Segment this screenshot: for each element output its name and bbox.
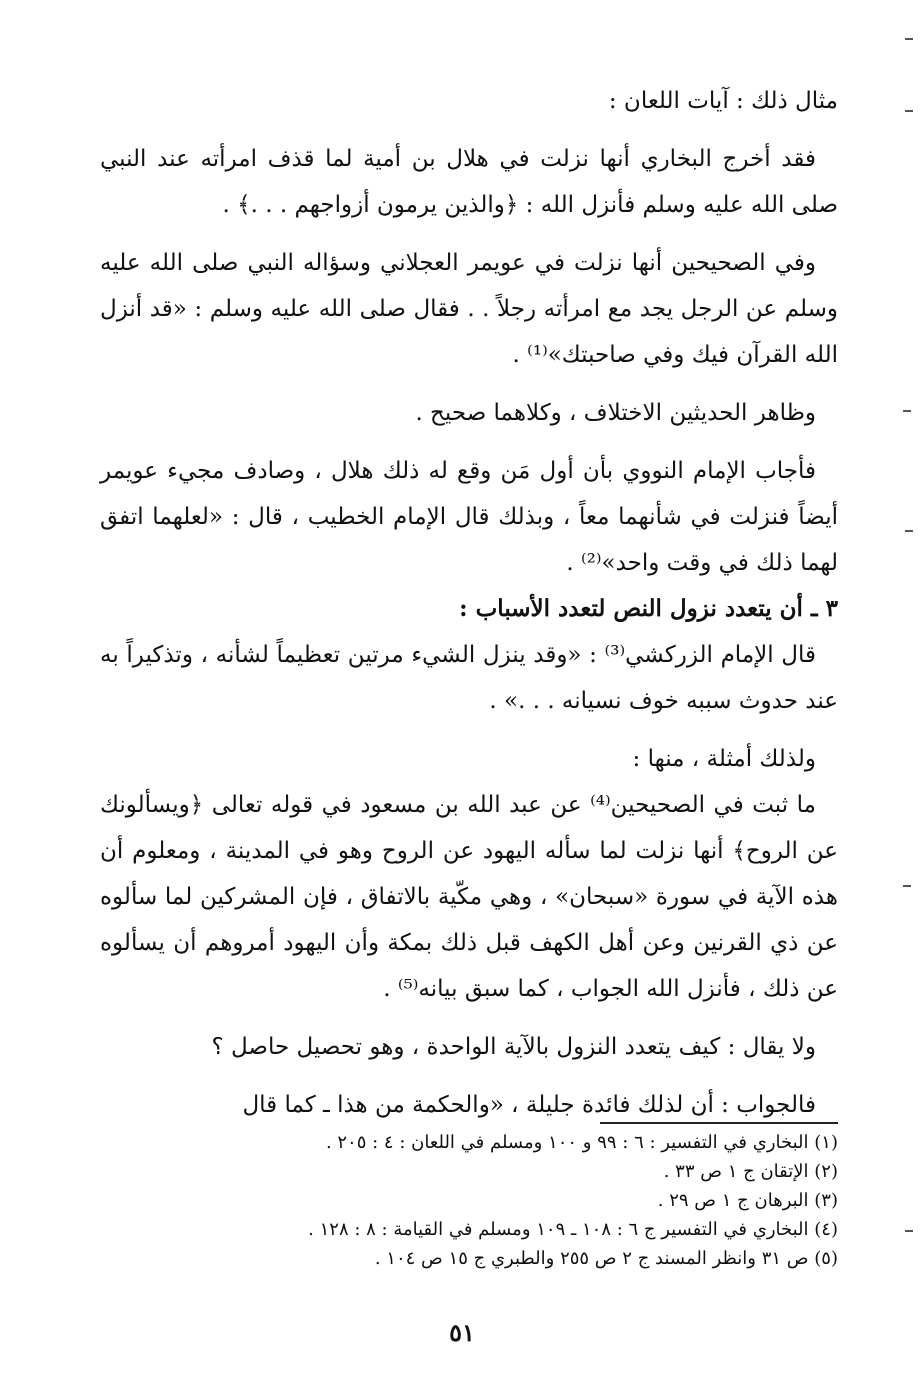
footnote-1: (١) البخاري في التفسير : ٦ : ٩٩ و ١٠٠ ومسلم في اللعان : ٤ : ٢٠٥ . — [325, 1132, 838, 1153]
example-intro: مثال ذلك : آيات اللعان : — [608, 88, 838, 114]
footnotes — [100, 1128, 838, 1273]
footnote-3: (٣) البرهان ج ١ ص ٢٩ . — [657, 1190, 838, 1211]
page-body — [100, 78, 838, 1140]
footnote-4: (٤) البخاري في التفسير ج ٦ : ١٠٨ ـ ١٠٩ ومسلم في القيامة : ٨ : ١٢٨ . — [308, 1219, 838, 1240]
margin-mark — [903, 410, 911, 412]
margin-mark — [905, 110, 913, 112]
margin-mark — [905, 38, 913, 40]
page-number: ٥١ — [449, 1318, 475, 1347]
paragraph-examples-intro: ولذلك أمثلة ، منها : — [632, 746, 816, 772]
paragraph-bukhari: فقد أخرج البخاري أنها نزلت في هلال بن أمية لما قذف امرأته عند النبي صلى الله عليه وسلم فأنزل الله : ﴿والذين يرمون أزواجهم . . .﴾ . — [100, 146, 838, 218]
paragraph-nawawi: فأجاب الإمام النووي بأن أول مَن وقع له ذلك هلال ، وصادف مجيء عويمر أيضاً فنزلت في شأنهما معاً ، وبذلك قال الإمام الخطيب ، قال : «لعلهما اتفق لهما ذلك في وقت واحد»⁽²⁾ . — [100, 458, 838, 576]
margin-mark — [905, 1230, 913, 1232]
footnote-2: (٢) الإتقان ج ١ ص ٣٣ . — [663, 1161, 838, 1182]
paragraph-sahihain: وفي الصحيحين أنها نزلت في عويمر العجلاني وسؤاله النبي صلى الله عليه وسلم عن الرجل يجد مع امرأته رجلاً . . فقال صلى الله عليه وسلم : «قد أنزل الله القرآن فيك وفي صاحبتك»⁽¹⁾ . — [100, 250, 838, 368]
paragraph-objection: ولا يقال : كيف يتعدد النزول بالآية الواحدة ، وهو تحصيل حاصل ؟ — [211, 1034, 816, 1060]
footnote-5: (٥) ص ٣١ وانظر المسند ج ٢ ص ٢٥٥ والطبري ج ١٥ ص ١٠٤ . — [374, 1248, 838, 1269]
margin-mark — [905, 530, 913, 532]
margin-mark — [903, 885, 911, 887]
footnote-divider — [600, 1122, 838, 1124]
paragraph-answer: فالجواب : أن لذلك فائدة جليلة ، «والحكمة من هذا ـ كما قال — [242, 1092, 816, 1118]
paragraph-apparent-conflict: وظاهر الحديثين الاختلاف ، وكلاهما صحيح . — [415, 400, 816, 426]
paragraph-zarkashi: قال الإمام الزركشي⁽³⁾ : «وقد ينزل الشيء مرتين تعظيماً لشأنه ، وتذكيراً به عند حدوث سببه خوف نسيانه . . .» . — [100, 642, 838, 714]
section-heading: ٣ ـ أن يتعدد نزول النص لتعدد الأسباب : — [459, 595, 838, 622]
paragraph-ibn-masud: ما ثبت في الصحيحين⁽⁴⁾ عن عبد الله بن مسعود في قوله تعالى ﴿ويسألونك عن الروح﴾ أنها نزلت لما سأله اليهود عن الروح وهو في المدينة ، ومعلوم أن هذه الآية في سورة «سبحان» ، وهي مكّية بالاتفاق ، فإن المشركين لما سألوه عن ذي القرنين وعن أهل الكهف قبل ذلك بمكة وأن اليهود أمروهم أن يسألوه عن ذلك ، فأنزل الله الجواب ، كما سبق بيانه⁽⁵⁾ . — [100, 792, 838, 1002]
